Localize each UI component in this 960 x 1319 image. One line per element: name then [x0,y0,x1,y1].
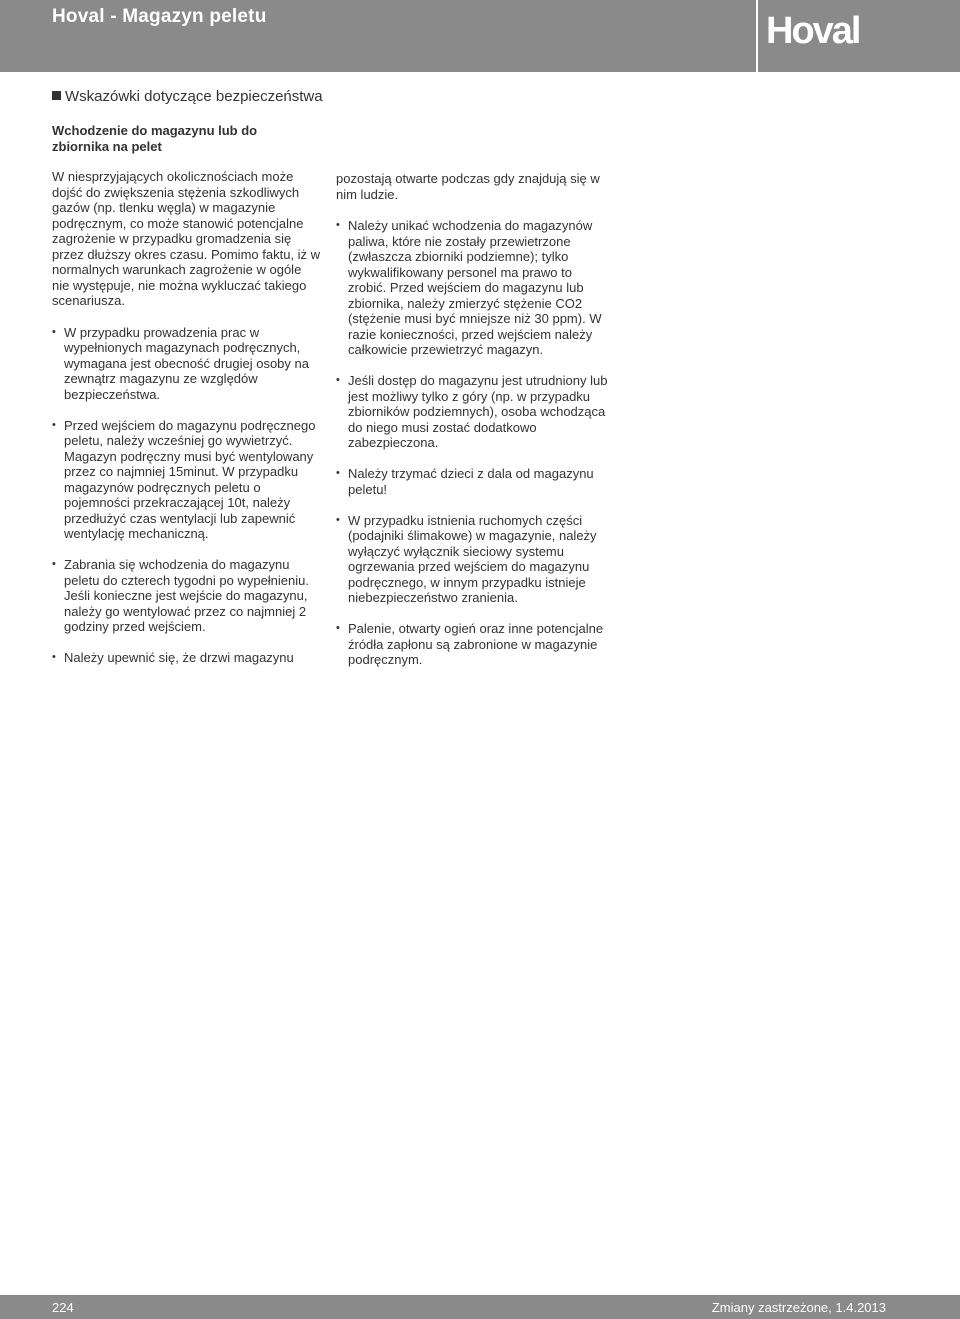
bullet-icon: • [52,558,56,570]
left-bullet-list [52,325,322,666]
list-item: • Przed wejściem do magazynu podręcznego peletu, należy wcześniej go wywietrzyć. Magazyn podręczny musi być wentylowany przez co najmniej 15minut. W przypadku magazynów podręcznych peletu o pojemności przekraczającej 10t, należy przedłużyć czas wentylacji lub zapewnić wentylację mechaniczną. [52,417,316,541]
list-item: • Należy trzymać dzieci z dala od magazynu peletu! [336,466,594,497]
header-divider [756,0,758,72]
sub-heading: Wchodzenie do magazynu lub do zbiornika na pelet [52,123,258,154]
bullet-icon: • [336,467,340,479]
page-number: 224 [52,1300,74,1315]
list-item: • W przypadku prowadzenia prac w wypełnionych magazynach podręcznych, wymagana jest obecność drugiej osoby na zewnątrz magazynu ze względów bezpieczeństwa. [52,324,309,402]
hoval-logo: Hoval [766,10,860,52]
section-heading-text: Wskazówki dotyczące bezpieczeństwa [65,88,323,105]
continuation-paragraph: pozostają otwarte podczas gdy znajdują się w nim ludzie. [336,171,600,202]
section-heading [52,88,323,105]
left-column [52,169,322,681]
bullet-icon: • [52,418,56,431]
list-item: • Należy upewnić się, że drzwi magazynu [52,650,294,665]
right-column [336,171,611,683]
page-header [0,0,960,72]
footer-note: Zmiany zastrzeżone, 1.4.2013 [711,1300,886,1315]
intro-paragraph: W niesprzyjających okolicznościach może dojść do zwiększenia stężenia szkodliwych gazów (np. tlenku węgla) w magazynie podręcznym, co może stanowić potencjalne zagrożenie w przypadku gromadzenia się przez dłuższy okres czasu. Pomimo faktu, iż w normalnych warunkach zagrożenie w ogóle nie występuje, nie można wykluczać takiego scenariusza. [52,169,321,308]
page-footer [0,1295,960,1319]
bullet-icon: • [336,219,340,231]
list-item: • Jeśli dostęp do magazynu jest utrudniony lub jest możliwy tylko z góry (np. w przypadku zbiorników podziemnych), osoba wchodząca do niego musi zostać dodatkowo zabezpieczona. [336,373,608,450]
bullet-icon: • [52,651,56,663]
list-item: • Należy unikać wchodzenia do magazynów paliwa, które nie zostały przewietrzone (zwłaszcza zbiorniki podziemne); tylko wykwalifikowany personel ma prawo to zrobić. Przed wejściem do magazynu lub zbiornika, należy zmierzyć stężenie CO2 (stężenie musi być mniejsze niż 30 ppm). W razie konieczności, przed wejściem należy całkowicie przewietrzyć magazyn. [336,218,602,357]
list-item: • W przypadku istnienia ruchomych części (podajniki ślimakowe) w magazynie, należy wyłączyć wyłącznik sieciowy systemu ogrzewania przed wejściem do magazynu podręcznego, w innym przypadku istnieje niebezpieczeństwo zranienia. [336,512,597,605]
list-item: • Zabrania się wchodzenia do magazynu peletu do czterech tygodni po wypełnieniu. Jeśli konieczne jest wejście do magazynu, należy go wentylować przez co najmniej 2 godziny przed wejściem. [52,557,309,634]
square-bullet-icon [52,91,61,100]
list-item: • Palenie, otwarty ogień oraz inne potencjalne źródła zapłonu są zabronione w magazynie podręcznym. [336,621,604,667]
bullet-icon: • [52,325,56,338]
right-bullet-list [336,218,611,668]
bullet-icon: • [336,513,340,526]
bullet-icon: • [336,374,340,386]
document-title: Hoval - Magazyn peletu [52,6,267,27]
bullet-icon: • [336,622,340,634]
